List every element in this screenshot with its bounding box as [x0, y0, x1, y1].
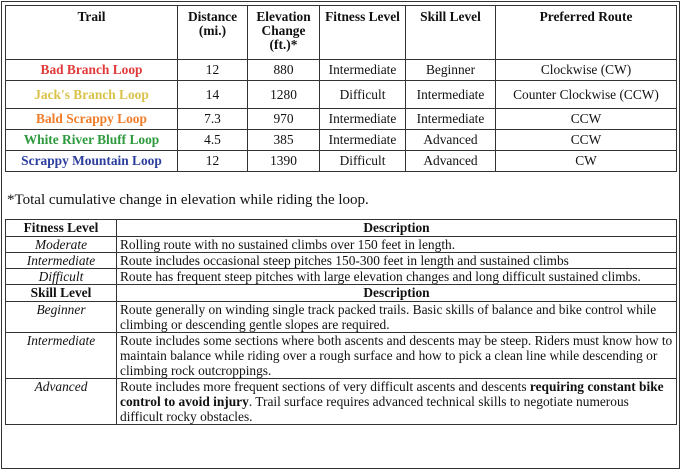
- trail-route: CCW: [496, 109, 677, 130]
- trail-skill: Intermediate: [406, 109, 496, 130]
- trail-elevation: 385: [248, 130, 320, 151]
- level-description: Rolling route with no sustained climbs over 150 feet in length.: [117, 237, 677, 253]
- trail-elevation: 970: [248, 109, 320, 130]
- table-row: [6, 60, 677, 81]
- trail-elevation: 1390: [248, 151, 320, 172]
- table-row: [6, 379, 677, 425]
- level-name: Intermediate: [6, 253, 117, 269]
- table-row: [6, 253, 677, 269]
- level-name: Intermediate: [6, 333, 117, 379]
- trail-name: Jack's Branch Loop: [6, 81, 178, 109]
- trail-fitness: Difficult: [320, 151, 406, 172]
- trail-fitness: Intermediate: [320, 130, 406, 151]
- header-distance: Distance (mi.): [178, 6, 248, 60]
- trail-skill: Intermediate: [406, 81, 496, 109]
- level-description: [117, 379, 677, 425]
- fitness-description-header: Description: [117, 220, 677, 237]
- skill-header-row: [6, 285, 677, 302]
- elevation-footnote: *Total cumulative change in elevation while riding the loop.: [7, 192, 369, 208]
- trail-name: Bald Scrappy Loop: [6, 109, 178, 130]
- level-description: Route generally on winding single track packed trails. Basic skills of balance and bike control while climbing or descending gentle slopes are required.: [117, 302, 677, 333]
- trail-route: CCW: [496, 130, 677, 151]
- trail-fitness: Intermediate: [320, 60, 406, 81]
- level-name: Moderate: [6, 237, 117, 253]
- trail-name: Bad Branch Loop: [6, 60, 178, 81]
- level-description: Route includes some sections where both ascents and descents may be steep. Riders must know how to maintain balance while riding over a rough surface and how to pick a clean line while descending or climbing rock outcroppings.: [117, 333, 677, 379]
- fitness-header-row: [6, 220, 677, 237]
- level-name: Difficult: [6, 269, 117, 285]
- level-name: Beginner: [6, 302, 117, 333]
- table-row: [6, 151, 677, 172]
- header-trail: Trail: [6, 6, 178, 60]
- trail-skill: Advanced: [406, 130, 496, 151]
- header-route: Preferred Route: [496, 6, 677, 60]
- skill-level-header: Skill Level: [6, 285, 117, 302]
- table-row: [6, 130, 677, 151]
- trail-distance: 14: [178, 81, 248, 109]
- description-emphasis: requiring constant bike control to avoid injury: [120, 379, 664, 409]
- trail-elevation: 1280: [248, 81, 320, 109]
- level-description: Route includes occasional steep pitches 150-300 feet in length and sustained climbs: [117, 253, 677, 269]
- table-row: [6, 81, 677, 109]
- trail-name: Scrappy Mountain Loop: [6, 151, 178, 172]
- trail-elevation: 880: [248, 60, 320, 81]
- level-name: Advanced: [6, 379, 117, 425]
- header-skill: Skill Level: [406, 6, 496, 60]
- trail-table: [5, 5, 677, 172]
- trail-name: White River Bluff Loop: [6, 130, 178, 151]
- table-row: [6, 302, 677, 333]
- description-text: Route includes more frequent sections of very difficult ascents and descents: [120, 379, 530, 394]
- trail-fitness: Difficult: [320, 81, 406, 109]
- trail-fitness: Intermediate: [320, 109, 406, 130]
- trail-route: CW: [496, 151, 677, 172]
- trail-route: Clockwise (CW): [496, 60, 677, 81]
- table-row: [6, 109, 677, 130]
- table-row: [6, 269, 677, 285]
- trail-route: Counter Clockwise (CCW): [496, 81, 677, 109]
- trail-distance: 12: [178, 151, 248, 172]
- fitness-level-header: Fitness Level: [6, 220, 117, 237]
- trail-table-header: [6, 6, 677, 60]
- header-elevation: Elevation Change (ft.)*: [248, 6, 320, 60]
- skill-description-header: Description: [117, 285, 677, 302]
- level-description: Route has frequent steep pitches with large elevation changes and long difficult sustained climbs.: [117, 269, 677, 285]
- header-fitness: Fitness Level: [320, 6, 406, 60]
- trail-skill: Advanced: [406, 151, 496, 172]
- table-row: [6, 237, 677, 253]
- levels-table: [5, 219, 677, 425]
- description-text: . Trail surface requires advanced technical skills to negotiate numerous difficult rocky obstacles.: [120, 394, 629, 424]
- trail-distance: 4.5: [178, 130, 248, 151]
- trail-skill: Beginner: [406, 60, 496, 81]
- trail-distance: 12: [178, 60, 248, 81]
- trail-distance: 7.3: [178, 109, 248, 130]
- table-row: [6, 333, 677, 379]
